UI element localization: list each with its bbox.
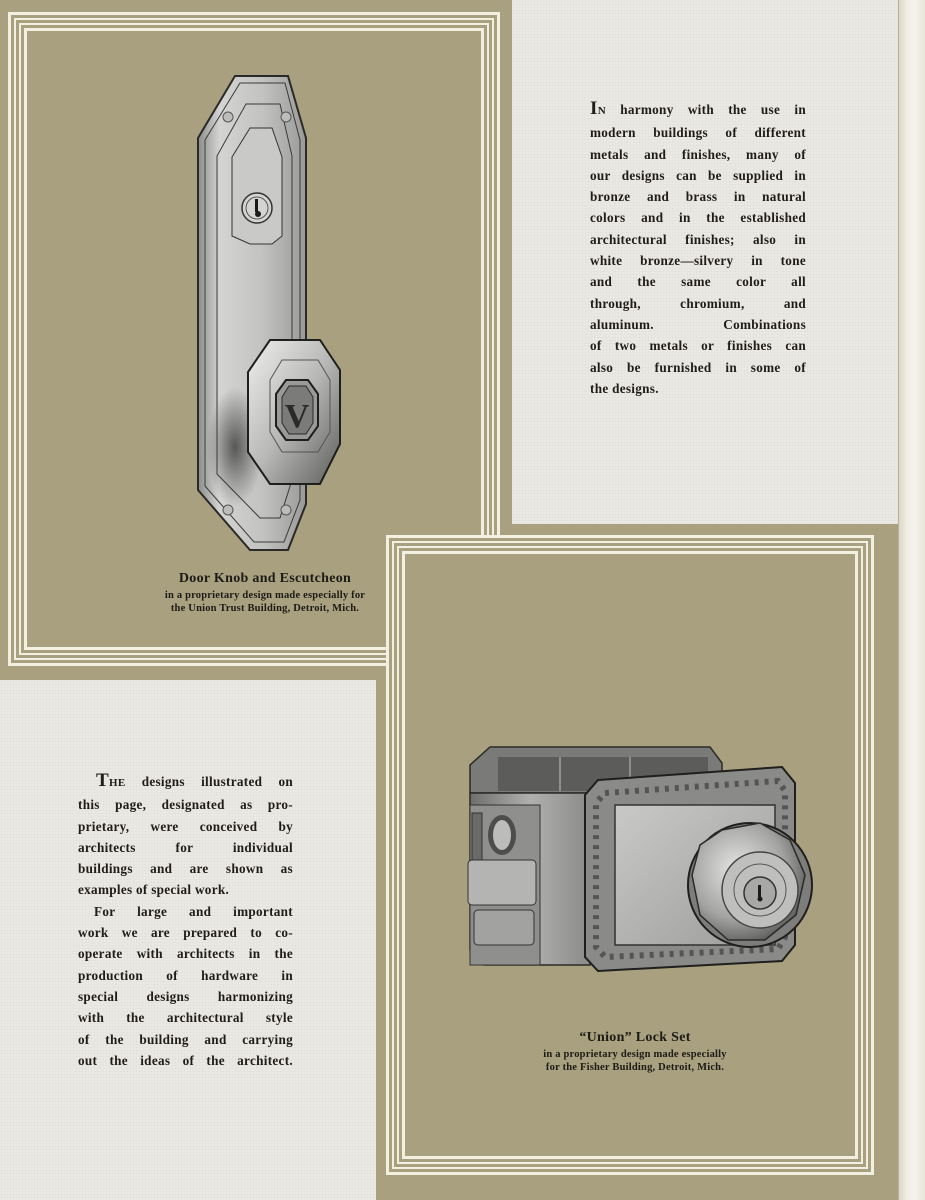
door-knob-escutcheon-illustration (190, 72, 360, 556)
caption-line: for the Fisher Building, Detroit, Mich. (545, 1062, 725, 1073)
caption-title: “Union” Lock Set (579, 1030, 691, 1045)
text-line: aluminum. Combinations (590, 316, 806, 332)
text-line: production of hardware in (78, 967, 293, 983)
text-line: with the architectural style (78, 1010, 293, 1026)
text-line: For large and important (94, 903, 293, 919)
text-line: also be furnished in some of (590, 359, 806, 375)
text-line: work we are prepared to co- (78, 925, 293, 941)
text-line: modern buildings of different (590, 125, 806, 141)
text-line: architects for individual (78, 839, 293, 855)
text-line: out the ideas of the architect. (78, 1052, 293, 1068)
union-lock-set-illustration (460, 735, 820, 975)
text-line: through, chromium, and (590, 295, 806, 311)
text-line: bronze and brass in natural (590, 189, 806, 205)
text-line: the designs. (590, 380, 659, 396)
door-knob-caption (100, 571, 430, 615)
text-line: architectural finishes; also in (590, 231, 806, 247)
text-line: metals and finishes, many of (590, 146, 806, 162)
text-line: buildings and are shown as (78, 861, 293, 877)
text-line: of the building and carrying (78, 1031, 293, 1047)
lock-set-caption (480, 1030, 790, 1074)
caption-line: the Union Trust Building, Detroit, Mich. (170, 603, 360, 614)
text-line: and the same color all (590, 274, 806, 290)
proprietary-designs-text (78, 770, 293, 1071)
text-line: of two metals or finishes can (590, 338, 806, 354)
svg-text:V: V (284, 398, 310, 435)
caption-line: in a proprietary design made especially (543, 1049, 727, 1060)
text-line: examples of special work. (78, 882, 230, 898)
text-line: THE designs illustrated on (96, 770, 293, 791)
text-line: colors and in the established (590, 210, 806, 226)
text-line: IN harmony with the use in (590, 98, 806, 119)
text-line: this page, designated as pro- (78, 797, 293, 813)
finishes-text (590, 98, 806, 399)
caption-line: in a proprietary design made especially for (164, 590, 366, 601)
text-line: white bronze—silvery in tone (590, 253, 806, 269)
page-binding-edge (898, 0, 925, 1200)
text-line: prietary, were conceived by (78, 818, 293, 834)
text-line: special designs harmonizing (78, 988, 293, 1004)
caption-title: Door Knob and Escutcheon (178, 571, 352, 586)
text-line: our designs can be supplied in (590, 167, 806, 183)
text-line: operate with architects in the (78, 946, 293, 962)
